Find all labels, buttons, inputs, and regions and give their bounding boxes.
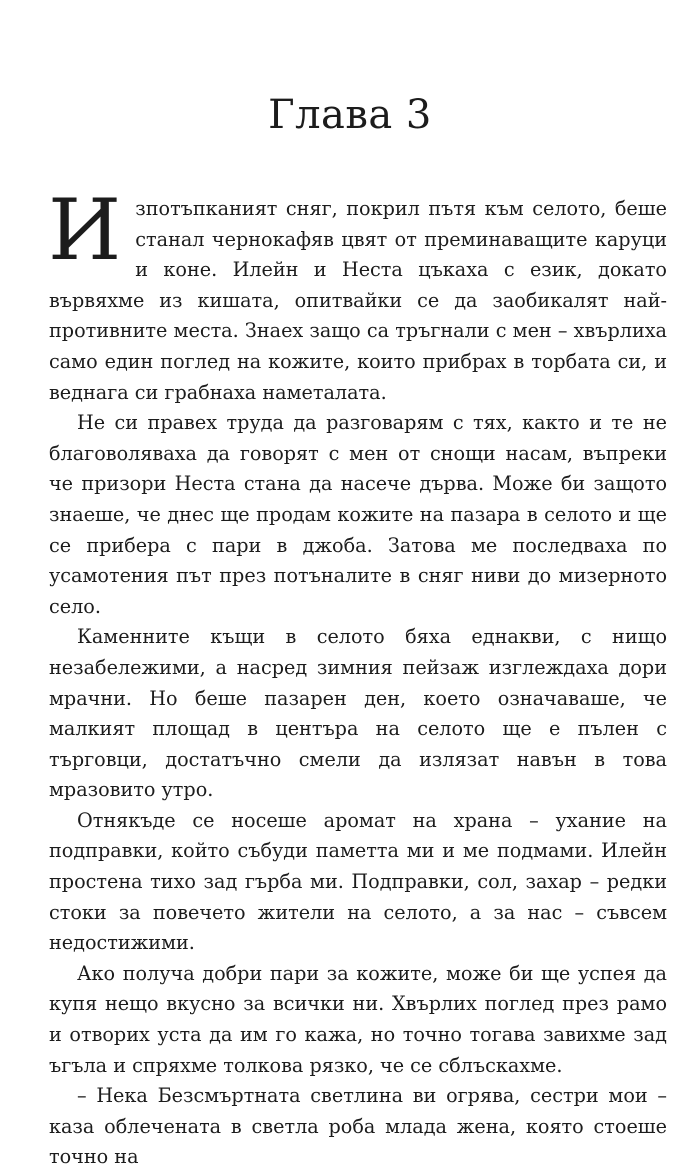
paragraph-5: Ако получа добри пари за кожите, може би ще успея да купя нещо вкусно за всички ни. Хвърлих поглед през рамо и отворих уста да им го кажа, но точно тогава завихме зад ъгъла и спряхме толкова рязко, че се сблъскахме. <box>49 961 667 1077</box>
paragraph-4: Отнякъде се носеше аромат на храна – ухание на подправки, който събуди паметта ми и ме подмами. Илейн простена тихо зад гърба ми. Подправки, сол, захар – редки стоки за повечето жители на селото, а за нас – съвсем недостижими. <box>49 808 667 955</box>
paragraph-3: Каменните къщи в селото бяха еднакви, с нищо незабележими, а насред зимния пейзаж изглеждаха дори мрачни. Но беше пазарен ден, което означаваше, че малкият площад в центъра на селото ще е пълен с търговци, достатъчно смели да излязат навън в това мразовито утро. <box>49 625 667 802</box>
paragraph-2: Не си правех труда да разговарям с тях, както и те не благоволяваха да говорят с мен от снощи насам, въпреки че призори Неста стана да насече дърва. Може би защото знаеше, че днес ще продам кожите на пазара в селото и ще се прибера с пари в джоба. Затова ме последваха по усамотения път през потъналите в сняг ниви до мизерното село. <box>49 411 667 618</box>
paragraph-1-text: зпотъпканият сняг, покрил пътя към селото, беше станал чернокафяв цвят от преминаващите каруци и коне. Илейн и Неста цъкаха с език, докато вървяхме из кишата, опитвайки се да заобикалят най-противните места. Знаех защо са тръгнали с мен – хвърлиха само един поглед на кожите, които прибрах в торбата си, и веднага си грабнаха наметалата. <box>49 197 667 404</box>
paragraph-6: – Нека Безсмъртната светлина ви огрява, сестри мои – каза облечената в светла роба млада жена, която стоеше точно на <box>49 1084 667 1169</box>
drop-cap-letter: И <box>48 181 122 279</box>
chapter-title: Глава 3 <box>268 92 432 138</box>
paragraph-1 <box>48 181 667 408</box>
chapter-body <box>48 181 667 1173</box>
